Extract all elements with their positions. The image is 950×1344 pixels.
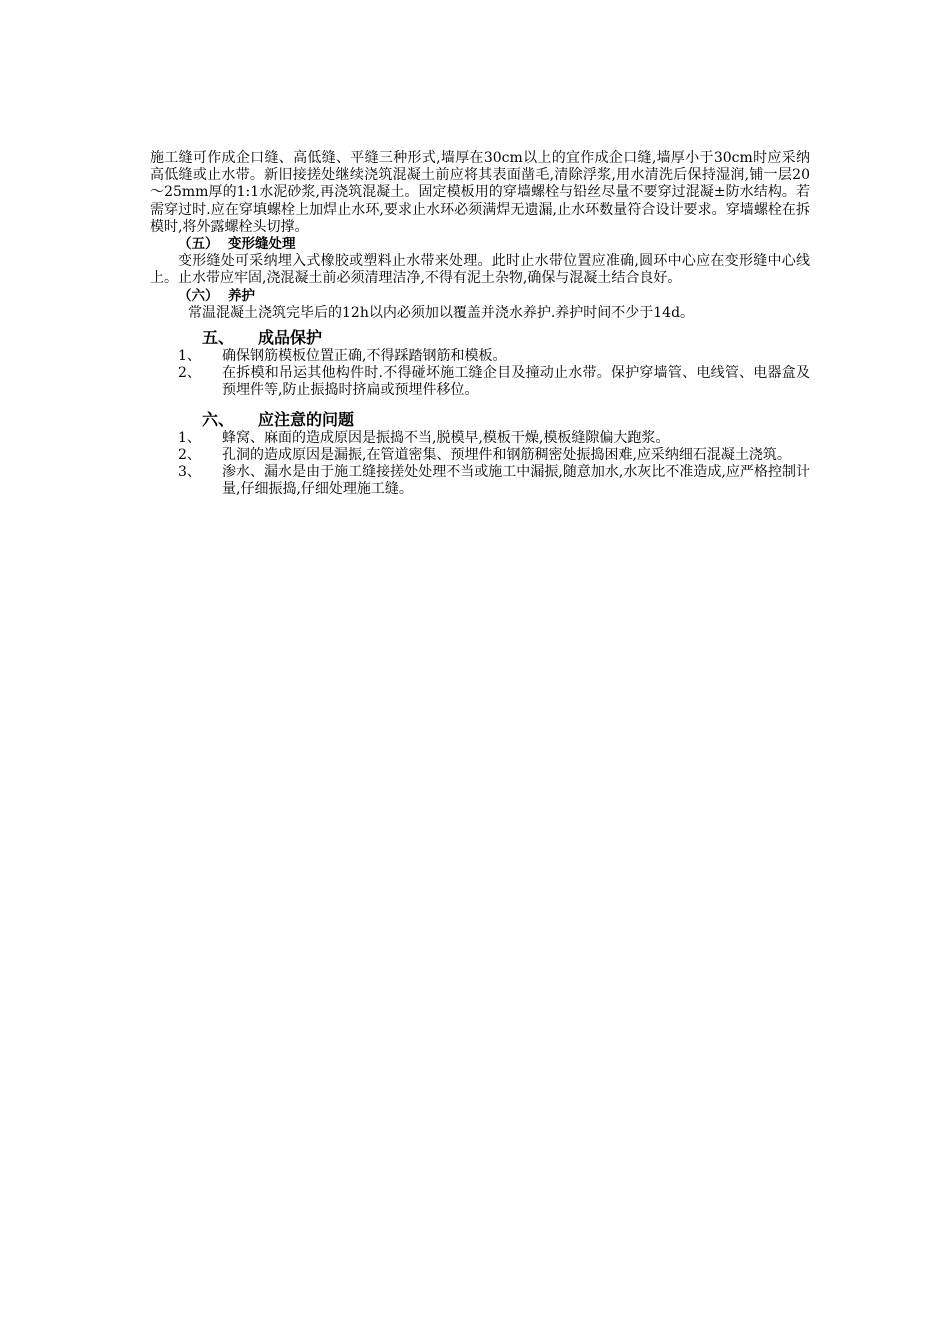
intro-paragraph: 施工缝可作成企口缝、高低缝、平缝三种形式,墙厚在30cm以上的宜作成企口缝,墙厚小于30cm时应采纳高低缝或止水带。新旧接搓处继续浇筑混凝土前应将其表面凿毛,清除浮浆,用水清洗后保持湿润,铺一层20～25mm厚的1:1水泥砂浆,再浇筑混凝土。固定模板用的穿墙螺栓与铅丝尽量不要穿过混凝±防水结构。若需穿过时.应在穿填螺栓上加焊止水环,要求止水环必须满焊无遗漏,止水环数量符合设计要求。穿墙螺栓在拆模时,将外露螺栓头切撑。	[150, 150, 810, 235]
section-title: 成品保护	[258, 328, 323, 348]
subsection-heading-6	[150, 288, 810, 305]
section-number: 六、	[202, 409, 235, 429]
subsection-heading-5	[150, 236, 810, 253]
list-item-number: 2、	[178, 365, 201, 382]
list-item-text: 确保钢筋模板位置正确,不得踩踏钢筋和模板。	[222, 348, 507, 365]
list-item	[150, 430, 810, 447]
list-item-text: 渗水、漏水是由于施工缝接搓处处理不当或施工中漏振,随意加水,水灰比不准造成,应严格控制计量,仔细振捣,仔细处理施工缝。	[222, 464, 810, 498]
list-item	[150, 348, 810, 365]
section-heading-6	[150, 409, 810, 430]
section-number: 五、	[202, 328, 235, 348]
list-item-number: 3、	[178, 464, 201, 481]
list-item-text: 蜂窝、麻面的造成原因是振捣不当,脱模早,模板干燥,模板缝隙偏大跑浆。	[222, 429, 670, 446]
subsection-number: （六）	[178, 287, 219, 304]
list-item-text: 在拆模和吊运其他构件时.不得碰坏施工缝企目及撞动止水带。保护穿墙管、电线管、电器盒及预埋件等,防止振捣时挤扁或预埋件移位。	[222, 365, 810, 399]
list-item-number: 1、	[178, 348, 201, 365]
subsection-body-6: 常温混凝土浇筑完毕后的12h以内必须加以覆盖并浇水养护.养护时间不少于14d。	[188, 304, 695, 321]
subsection-number: （五）	[178, 236, 219, 253]
subsection-title: 养护	[228, 287, 255, 304]
list-item	[150, 464, 810, 498]
list-item-number: 2、	[178, 446, 201, 463]
section-title: 应注意的问题	[258, 409, 355, 429]
list-item-text: 孔洞的造成原因是漏振,在管道密集、预埋件和钢筋稠密处振捣困难,应采纳细石混凝土浇筑。	[222, 446, 791, 463]
list-item	[150, 365, 810, 399]
subsection-body-5: 变形缝处可采纳埋入式橡胶或塑料止水带来处理。此时止水带位置应准确,圆环中心应在变形缝中心线上。止水带应牢固,浇混凝土前必须清理洁净,不得有泥土杂物,确保与混凝土结合良好。	[150, 253, 810, 287]
subsection-title: 变形缝处理	[228, 236, 296, 253]
list-item-number: 1、	[178, 429, 201, 446]
section-heading-5	[150, 327, 810, 348]
list-item	[150, 447, 810, 464]
document-page	[150, 150, 810, 498]
